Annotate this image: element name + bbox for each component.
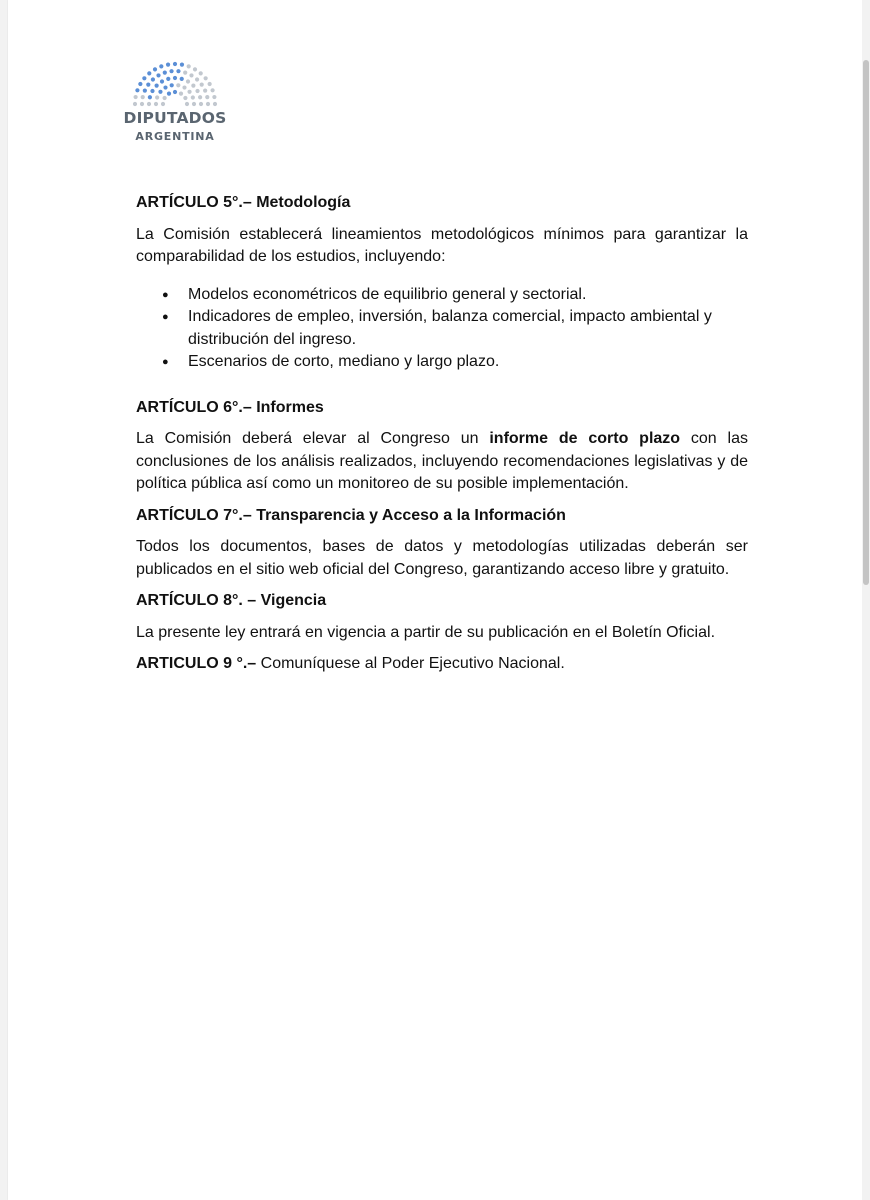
logo-dot bbox=[169, 69, 173, 73]
article-9-text: Comuníquese al Poder Ejecutivo Nacional. bbox=[256, 655, 565, 672]
diputados-logo bbox=[120, 58, 230, 148]
logo-dot bbox=[153, 67, 157, 71]
list-item: ● Escenarios de corto, mediano y largo plazo. bbox=[136, 351, 748, 374]
congress-dome-icon bbox=[130, 58, 220, 108]
logo-dot bbox=[158, 90, 162, 94]
logo-dot bbox=[185, 102, 189, 106]
logo-dot bbox=[156, 73, 160, 77]
logo-dot bbox=[163, 71, 167, 75]
article-5-heading: ARTÍCULO 5°.– Metodología bbox=[136, 194, 351, 211]
logo-dot bbox=[183, 71, 187, 75]
list-item: ● Indicadores de empleo, inversión, balanza comercial, impacto ambiental y distribución del ingreso. bbox=[162, 308, 712, 348]
logo-dot bbox=[213, 102, 217, 106]
article-8-text: La presente ley entrará en vigencia a partir de su publicación en el Boletín Oficial. bbox=[136, 623, 716, 641]
logo-dot bbox=[212, 95, 216, 99]
article-9-heading: ARTICULO 9 °.– bbox=[136, 655, 257, 672]
article-5-intro: La Comisión establecerá lineamientos metodológicos mínimos para garantizar la comparabilidad de los estudios, incluyendo: bbox=[136, 225, 748, 265]
scrollbar[interactable] bbox=[862, 0, 870, 1200]
logo-dot bbox=[161, 102, 165, 106]
logo-dot bbox=[133, 102, 137, 106]
scrollbar-thumb[interactable] bbox=[863, 60, 869, 585]
logo-dot bbox=[199, 71, 203, 75]
logo-dot bbox=[205, 95, 209, 99]
logo-dot bbox=[176, 69, 180, 73]
logo-dot bbox=[203, 88, 207, 92]
logo-dot bbox=[147, 102, 151, 106]
logo-dot bbox=[170, 83, 174, 87]
logo-dot bbox=[183, 96, 187, 100]
article-8-heading: ARTÍCULO 8°. – Vigencia bbox=[136, 592, 327, 609]
logo-dot bbox=[195, 89, 199, 93]
logo-dot bbox=[167, 92, 171, 96]
logo-dot bbox=[151, 77, 155, 81]
logo-dot bbox=[173, 62, 177, 66]
logo-dot bbox=[193, 67, 197, 71]
logo-dot bbox=[159, 64, 163, 68]
logo-dot bbox=[206, 102, 210, 106]
list-item: ● Modelos econométricos de equilibrio general y sectorial. bbox=[136, 284, 748, 307]
article-7-text: Todos los documentos, bases de datos y metodologías utilizadas deberán ser publicados en el sitio web oficial del Congreso, garantizando acceso libre y gratuito. bbox=[136, 538, 748, 578]
logo-dot bbox=[138, 82, 142, 86]
logo-dot bbox=[179, 92, 183, 96]
logo-dot bbox=[155, 95, 159, 99]
logo-dot bbox=[163, 85, 167, 89]
logo-dot bbox=[176, 83, 180, 87]
logo-dot bbox=[147, 71, 151, 75]
logo-dot bbox=[155, 84, 159, 88]
logo-dot bbox=[166, 63, 170, 67]
article-5-list bbox=[136, 284, 748, 374]
logo-dot bbox=[191, 95, 195, 99]
article-6-text: La Comisión deberá elevar al Congreso un informe de corto plazo con las conclusiones de los análisis realizados, incluyendo recomendaciones legislativas y de política pública así como un monitoreo de su posible implementación. bbox=[136, 430, 748, 492]
bullet-icon: ● bbox=[162, 311, 169, 323]
logo-dot bbox=[150, 89, 154, 93]
logo-dot bbox=[166, 77, 170, 81]
logo-dot bbox=[187, 90, 191, 94]
article-7-heading: ARTÍCULO 7°.– Transparencia y Acceso a la Información bbox=[136, 506, 566, 524]
document-body bbox=[136, 192, 748, 676]
logo-dot bbox=[191, 84, 195, 88]
logo-dot bbox=[198, 95, 202, 99]
logo-dot bbox=[143, 88, 147, 92]
logo-dot bbox=[180, 63, 184, 67]
logo-dot bbox=[140, 102, 144, 106]
logo-dot bbox=[154, 102, 158, 106]
logo-dot bbox=[195, 77, 199, 81]
logo-dot bbox=[173, 76, 177, 80]
logo-dot bbox=[199, 102, 203, 106]
logo-dot bbox=[141, 95, 145, 99]
logo-dot bbox=[187, 64, 191, 68]
logo-dot bbox=[163, 96, 167, 100]
logo-dot bbox=[189, 73, 193, 77]
logo-dot bbox=[173, 90, 177, 94]
logo-title: DIPUTADOS bbox=[123, 109, 227, 127]
logo-dot bbox=[210, 88, 214, 92]
logo-subtitle: ARGENTINA bbox=[135, 130, 215, 143]
bullet-icon: ● bbox=[162, 356, 169, 368]
logo-dot bbox=[160, 79, 164, 83]
logo-dot bbox=[180, 77, 184, 81]
logo-dot bbox=[186, 79, 190, 83]
logo-dot bbox=[208, 82, 212, 86]
logo-dot bbox=[142, 76, 146, 80]
article-9 bbox=[136, 653, 748, 676]
logo-dot bbox=[192, 102, 196, 106]
article-6-heading: ARTÍCULO 6°.– Informes bbox=[136, 398, 324, 416]
logo-dot bbox=[148, 95, 152, 99]
article-6-emphasis: informe de corto plazo bbox=[489, 430, 681, 447]
logo-dot bbox=[204, 76, 208, 80]
logo-dot bbox=[200, 83, 204, 87]
bullet-icon: ● bbox=[162, 288, 169, 301]
logo-dot bbox=[135, 88, 139, 92]
logo-dot bbox=[182, 85, 186, 89]
logo-dot bbox=[146, 83, 150, 87]
logo-dot bbox=[134, 95, 138, 99]
document-page bbox=[8, 0, 863, 1200]
